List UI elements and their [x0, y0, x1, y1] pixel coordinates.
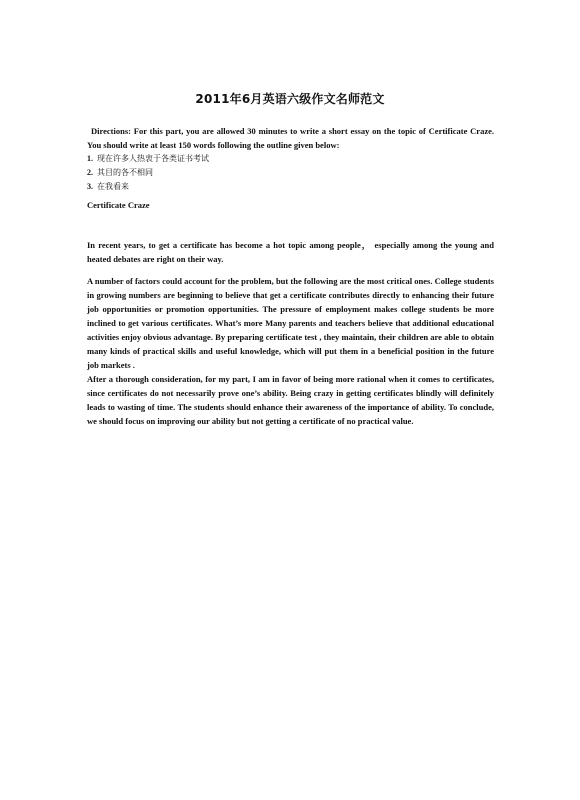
outline-list: [87, 152, 494, 194]
directions-text: Directions: For this part, you are allowed 30 minutes to write a short essay on the topic of Certificate Craze. You should write at least 150 words following the outline given below:: [87, 126, 494, 150]
essay-paragraph: After a thorough consideration, for my part, I am in favor of being more rational when it comes to certificates, since certificates do not necessarily prove one’s ability. Being crazy in getting certificates blindly will definitely leads to wasting of time. The students should enhance their awareness of the importance of ability. To conclude, we should focus on improving our ability but not getting a certificate of no practical value.: [87, 374, 494, 426]
outline-item: [87, 166, 494, 180]
outline-item-number: 2.: [87, 168, 93, 177]
outline-item-number: 1.: [87, 154, 93, 163]
outline-item: [87, 152, 494, 166]
outline-item-text: 现在许多人热衷于各类证书考试: [97, 154, 209, 163]
essay-paragraph: A number of factors could account for the problem, but the following are the most critical ones. College students in growing numbers are beginning to believe that get a certificate contributes directly to enhancing their future job opportunities or promotion opportunities. The pressure of employment makes college students be more inclined to get various certificates. What’s more Many parents and teachers believe that additional educational activities enjoy obvious advantage. By preparing certificate test , they maintain, their children are able to obtain many kinds of practical skills and useful knowledge, which will put them in a beneficial position in the future job markets .: [87, 276, 494, 370]
document-body: [87, 124, 494, 428]
outline-item: [87, 180, 494, 194]
outline-item-number: 3.: [87, 182, 93, 191]
essay-paragraph: In recent years, to get a certificate has become a hot topic among people， especially among the young and heated debates are right on their way.: [87, 240, 494, 264]
outline-item-text: 其目的各不相同: [97, 168, 153, 177]
document-title: 2011年6月英语六级作文名师范文: [195, 92, 385, 106]
outline-item-text: 在我看来: [97, 182, 129, 191]
essay-title: Certificate Craze: [87, 200, 150, 210]
